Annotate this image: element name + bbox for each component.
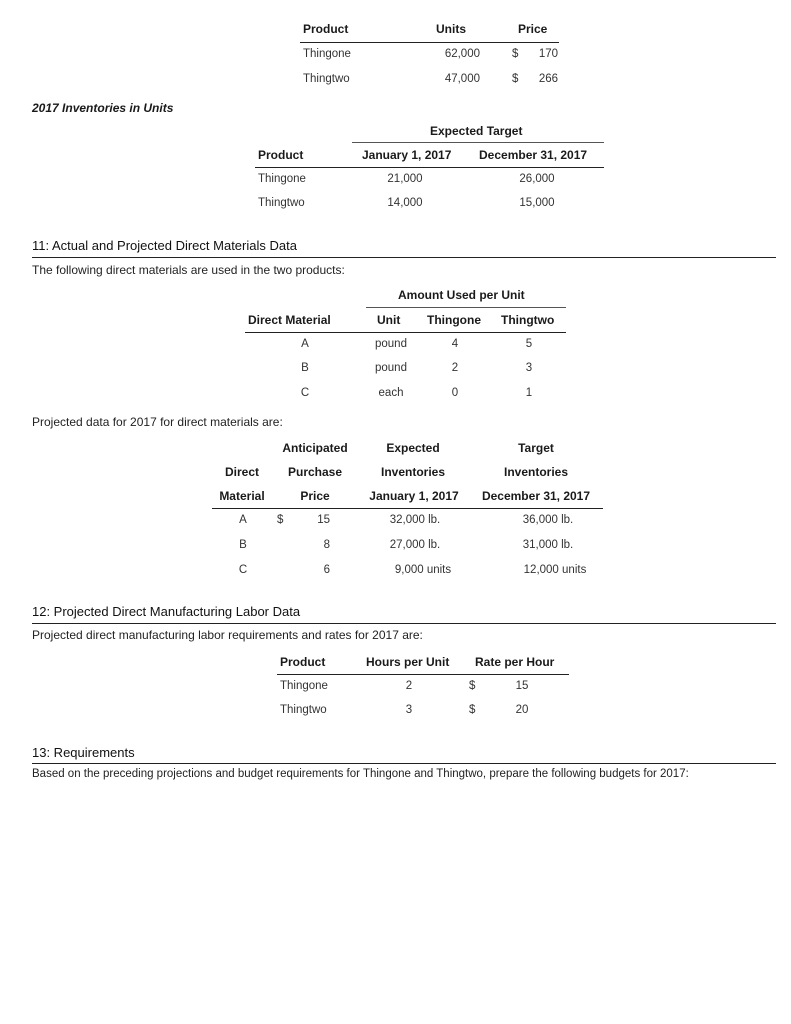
table-cell: B <box>301 362 309 374</box>
table-cell: 170 <box>538 48 558 60</box>
table-cell: A <box>301 338 309 350</box>
header-thingone: Thingone <box>427 313 481 327</box>
table-cell: 1 <box>525 387 533 399</box>
table-cell: 20 <box>515 704 529 716</box>
table-cell: 32,000 lb. <box>389 514 441 526</box>
table-cell: 14,000 <box>387 197 423 209</box>
table-cell: 36,000 lb. <box>522 514 574 526</box>
header-product: Product <box>303 22 349 36</box>
section-13-title: 13: Requirements <box>32 745 135 760</box>
table-cell: 15 <box>317 514 330 526</box>
table-cell: 15,000 <box>519 197 555 209</box>
table-cell: 266 <box>538 73 558 85</box>
table-cell: each <box>378 387 404 399</box>
table-cell: 47,000 <box>444 73 480 85</box>
table-cell: 21,000 <box>387 173 423 185</box>
table-cell: Thingtwo <box>280 704 327 716</box>
table-cell: 2 <box>405 680 413 692</box>
inventories-title: 2017 Inventories in Units <box>32 101 174 115</box>
header-rule <box>245 332 566 333</box>
table-cell: A <box>239 514 247 526</box>
header-jan: January 1, 2017 <box>362 148 452 162</box>
table-cell: $ <box>277 514 284 526</box>
header-expected-2: Inventories <box>380 465 446 479</box>
group-rule <box>352 142 604 143</box>
table-cell: 31,000 lb. <box>522 539 574 551</box>
header-thingtwo: Thingtwo <box>501 313 555 327</box>
table-cell: $ <box>512 73 519 85</box>
table-cell: 26,000 <box>519 173 555 185</box>
header-material-2: Material <box>219 489 265 503</box>
projected-intro: Projected data for 2017 for direct materials are: <box>32 415 283 429</box>
section-12-subtitle: Projected direct manufacturing labor requirements and rates for 2017 are: <box>32 628 423 642</box>
table-cell: $ <box>469 704 476 716</box>
header-expected-3: January 1, 2017 <box>369 489 459 503</box>
table-cell: pound <box>375 338 407 350</box>
header-product: Product <box>258 148 304 162</box>
section-11-subtitle: The following direct materials are used in the two products: <box>32 263 345 277</box>
header-dec: December 31, 2017 <box>479 148 588 162</box>
header-product: Product <box>280 655 326 669</box>
table-cell: Thingone <box>280 680 328 692</box>
header-material: Direct Material <box>248 313 331 327</box>
section-rule <box>32 763 776 764</box>
table-cell: Thingtwo <box>303 73 350 85</box>
table-cell: 15 <box>515 680 529 692</box>
group-header: Amount Used per Unit <box>398 288 525 302</box>
group-header: Expected Target <box>430 124 523 138</box>
table-cell: 0 <box>451 387 459 399</box>
table-cell: 4 <box>451 338 459 350</box>
table-cell: C <box>238 564 248 576</box>
header-material-1: Direct <box>224 465 259 479</box>
header-rule <box>277 674 569 675</box>
table-cell: 5 <box>525 338 533 350</box>
header-price-1: Anticipated <box>282 441 348 455</box>
header-units: Units <box>436 22 466 36</box>
header-price-2: Purchase <box>287 465 343 479</box>
table-cell: Thingone <box>303 48 351 60</box>
header-hours: Hours per Unit <box>366 655 450 669</box>
table-cell: 62,000 <box>444 48 480 60</box>
header-price: Price <box>518 22 548 36</box>
header-rule <box>255 167 604 168</box>
table-cell: Thingone <box>258 173 306 185</box>
section-rule <box>32 623 776 624</box>
table-cell: Thingtwo <box>258 197 305 209</box>
table-cell: 27,000 lb. <box>389 539 441 551</box>
table-cell: pound <box>375 362 407 374</box>
header-expected-1: Expected <box>386 441 440 455</box>
table-cell: $ <box>512 48 519 60</box>
section-13-subtitle: Based on the preceding projections and budget requirements for Thingone and Thingtwo, prepare the following budgets for 2017: <box>32 768 689 780</box>
header-rule <box>300 42 559 43</box>
table-cell: 12,000 units <box>523 564 587 576</box>
table-cell: 8 <box>323 539 330 551</box>
header-target-3: December 31, 2017 <box>481 489 591 503</box>
table-cell: $ <box>469 680 476 692</box>
table-cell: 6 <box>323 564 330 576</box>
table-cell: 3 <box>405 704 413 716</box>
header-target-1: Target <box>518 441 554 455</box>
header-rate: Rate per Hour <box>475 655 555 669</box>
table-cell: 3 <box>525 362 533 374</box>
header-price-3: Price <box>300 489 330 503</box>
section-11-title: 11: Actual and Projected Direct Materials Data <box>32 238 297 253</box>
table-cell: 9,000 units <box>394 564 452 576</box>
header-target-2: Inventories <box>503 465 569 479</box>
header-unit: Unit <box>377 313 401 327</box>
section-rule <box>32 257 776 258</box>
table-cell: C <box>300 387 310 399</box>
section-12-title: 12: Projected Direct Manufacturing Labor Data <box>32 604 301 619</box>
table-cell: B <box>239 539 247 551</box>
header-rule <box>212 508 603 509</box>
group-rule <box>366 307 566 308</box>
table-cell: 2 <box>451 362 459 374</box>
